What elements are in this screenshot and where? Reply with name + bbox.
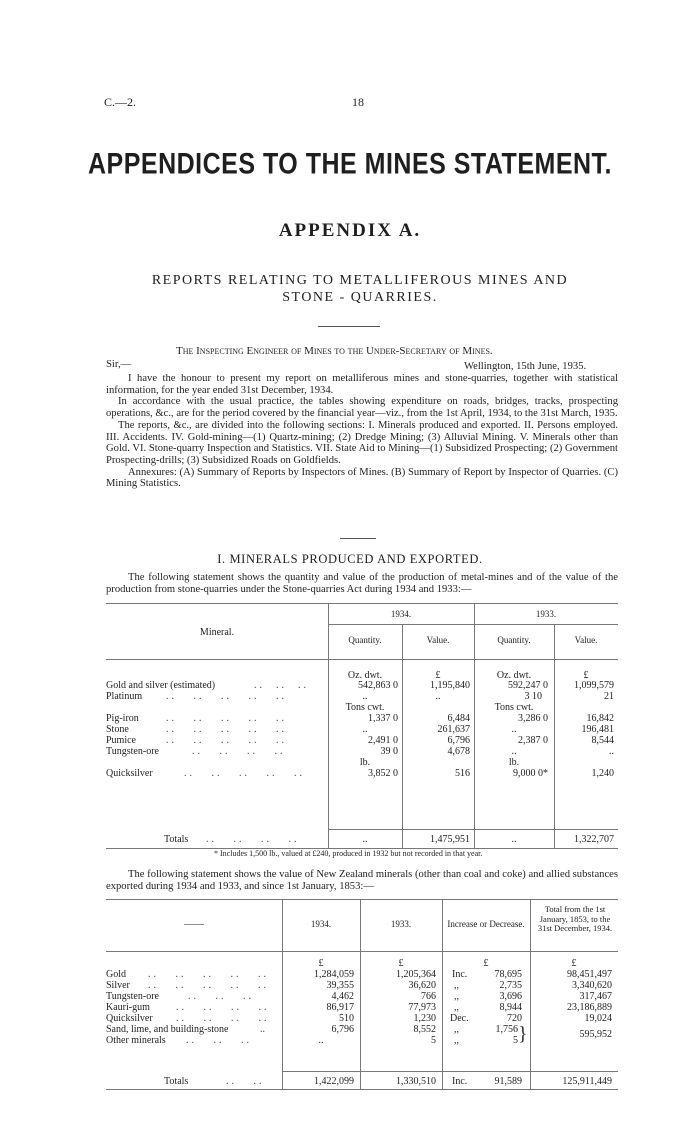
totals-label: Totals [164,1076,189,1087]
table-row-label: Gold and silver (estimated) [106,680,216,691]
table-cell: 1,240 [591,768,614,779]
table-cell: 4,678 [447,746,470,757]
table-row-label: Quicksilver [106,1013,153,1024]
export-intro-text: The following statement shows the value of New Zealand minerals (other than coal and coke) and allied substances exported during 1934 and 1933, and since 1st January, 1853:— [106,869,618,892]
table-cell: 720 [507,1013,522,1024]
table-row-label: Other minerals [106,1035,166,1046]
paragraph-2 [106,396,618,419]
table-cell: 3,696 [499,991,522,1002]
section-intro-text: The following statement shows the quantity and value of the production of metal-mines and of the value of the production from stone-quarries under the Stone-quarries Act during 1934 and 1933:— [106,572,618,595]
paragraph-1 [106,373,618,396]
table-row-label: Pumice [106,735,136,746]
currency-label: £ [318,958,324,969]
unit-label: Oz. dwt. [347,670,383,681]
table-cell: 592,247 0 [508,680,548,691]
table-cell: 3,286 0 [518,713,548,724]
table-cell: 36,620 [408,980,436,991]
unit-label: Tons cwt. [345,702,385,713]
table-row-label: Pig-iron [106,713,139,724]
table-row-label: Silver [106,980,130,991]
table-cell: 1,195,840 [430,680,470,691]
letter-salutation: Sir,— [106,359,132,370]
table-cell: 86,917 [326,1002,354,1013]
section-heading: I. MINERALS PRODUCED AND EXPORTED. [217,552,483,566]
col-total-header: Total from the 1st January, 1853, to the 31st December, 1934. [537,904,613,933]
table-cell: 2,387 0 [518,735,548,746]
table-cell: 1,205,364 [396,969,436,980]
divider [340,538,376,539]
letter-date: Wellington, 15th June, 1935. [464,361,587,372]
table-cell: 196,481 [581,724,614,735]
col-quantity-1933: Quantity. [497,635,531,645]
table-cell: 5 [431,1035,436,1046]
table-cell: 91,589 [494,1076,522,1087]
table-cell: 1,330,510 [396,1076,436,1087]
paragraph-3 [106,420,618,467]
col-incdec-header: Increase or Decrease. [447,919,525,929]
table-cell: 1,230 [413,1013,436,1024]
letter-from-line: The Inspecting Engineer of Mines to the Under-Secretary of Mines. [176,345,493,357]
col-mineral-header: Mineral. [199,627,235,638]
table-cell: 3 10 [524,691,542,702]
col-1933-header: 1933. [390,919,412,929]
table-cell: 125,911,449 [562,1076,612,1087]
table-cell: 1,099,579 [574,680,614,691]
currency-label: £ [398,958,404,969]
leader-dots: .. .. .. .. .. [166,713,287,724]
table-cell: .. [362,691,368,702]
table-cell: 2,491 0 [368,735,398,746]
table-cell: 1,475,951 [430,834,470,845]
table-cell: 98,451,497 [567,969,612,980]
totals-label: Totals [164,834,189,845]
table-cell: 542,863 0 [358,680,398,691]
leader-dots: .. .. .. .. .. [148,980,269,991]
leader-dots: .. .. .. .. .. [166,691,287,702]
table-cell: 317,467 [579,991,612,1002]
main-title: APPENDICES TO THE MINES STATEMENT. [88,147,612,181]
table-row-label: Sand, lime, and building-stone [106,1024,229,1035]
table-cell: .. [609,746,614,757]
table-cell: 766 [421,991,436,1002]
unit-label: £ [435,670,441,681]
table-footnote: * Includes 1,500 lb., valued at £240, produced in 1932 but not recorded in that year. [214,849,483,858]
table-cell: 261,637 [437,724,470,735]
table-cell: 39,355 [326,980,354,991]
col-blank-header: —— [184,919,204,930]
table-cell: .. [435,691,441,702]
leader-dots: .. [260,1024,265,1035]
table-cell: ,, [454,1035,459,1046]
leader-dots: .. .. .. .. [206,834,300,845]
col-value-1933: Value. [574,635,598,645]
unit-label: Oz. dwt. [496,670,532,681]
leader-dots: .. .. .. [254,680,309,691]
paragraph-4-text: Annexures: (A) Summary of Reports by Inspectors of Mines. (B) Summary of Report by Inspector of Quarries. (C) Mining Statistics. [106,466,618,490]
page-number: 18 [352,95,364,109]
reports-title-line1: REPORTS RELATING TO METALLIFEROUS MINES AND [151,273,569,288]
brace-icon: } [518,1023,528,1045]
leader-dots: .. .. .. .. .. [184,768,305,779]
table-row-label: Stone [106,724,129,735]
table-cell: Inc. [452,969,468,980]
export-intro [106,869,618,892]
leader-dots: .. .. .. .. [176,1002,270,1013]
table-cell: 516 [455,768,470,779]
table-cell: 8,944 [499,1002,522,1013]
col-quantity-1934: Quantity. [348,635,382,645]
leader-dots: .. .. .. .. .. [166,724,287,735]
table-cell: 2,735 [499,980,522,991]
reports-title [120,272,600,306]
table-cell: 19,024 [584,1013,612,1024]
leader-dots: .. .. .. [186,1035,252,1046]
table-cell: 4,462 [331,991,354,1002]
export-table [106,899,618,1099]
col-value-1934: Value. [426,635,450,645]
table-cell: 3,852 0 [368,768,398,779]
table-cell: ,, [454,1002,459,1013]
table-cell: ,, [454,1024,459,1035]
table-cell: 6,796 [331,1024,354,1035]
currency-label: £ [571,958,577,969]
table-cell: ,, [454,991,459,1002]
table-cell: ,, [454,980,459,991]
leader-dots: .. .. .. .. .. [166,735,287,746]
leader-dots: .. .. [226,1076,265,1087]
table-cell: 8,552 [413,1024,436,1035]
paragraph-2-text: In accordance with the usual practice, the tables showing expenditure on roads, bridges, tracks, prospecting operations, &c., are for the period covered by the financial year—viz., from the 1st April, 1934, to the 31st March, 1935. [106,396,618,420]
divider [318,326,380,327]
page-reference: C.—2. [104,95,137,109]
table-cell: 510 [339,1013,354,1024]
table-cell: 6,796 [447,735,470,746]
leader-dots: .. .. .. .. .. [148,969,269,980]
leader-dots: .. .. .. .. [176,1013,270,1024]
appendix-title: APPENDIX A. [278,220,422,241]
table-cell: 78,695 [494,969,522,980]
table-cell: 5 [513,1035,518,1046]
unit-label: £ [583,670,589,681]
col-1934-header: 1934. [390,609,412,619]
table-cell: 39 0 [380,746,398,757]
table-cell: .. [362,834,368,845]
paragraph-4 [106,467,618,490]
table-cell: 3,340,620 [572,980,612,991]
table-cell: 595,952 [579,1029,612,1040]
currency-label: £ [483,958,489,969]
table-row-label: Quicksilver [106,768,153,779]
paragraph-3-text: The reports, &c., are divided into the following sections: I. Minerals produced and exported. II. Persons employed. III. Accidents. IV. Gold-mining—(1) Quartz-mining; (2) Dredge Mining; (3) Alluvial Mining. V. Minerals other than Gold. VI. Stone-quarry Inspection and Statistics. VII. State Aid to Mining—(1) Subsidized Prospecting; (2) Government Prospecting-drills; (3) Subsidized Roads on Goldfields. [106,419,618,466]
table-cell: .. [318,1035,324,1046]
table-cell: 1,337 0 [368,713,398,724]
table-row-label: Kauri-gum [106,1002,150,1013]
table-cell: 8,544 [591,735,614,746]
col-1933-header: 1933. [535,609,557,619]
table-cell: Inc. [452,1076,468,1087]
table-row-label: Tungsten-ore [106,746,159,757]
table-row-label: Gold [106,969,126,980]
table-row-label: Platinum [106,691,143,702]
col-1934-header: 1934. [310,919,332,929]
reports-title-line2: STONE - QUARRIES. [282,290,438,305]
section-intro [106,572,618,595]
table-cell: 16,842 [586,713,614,724]
production-table [106,603,618,863]
table-cell: 1,284,059 [314,969,354,980]
table-cell: 77,973 [408,1002,436,1013]
table-cell: 9,000 0* [513,768,548,779]
table-cell: .. [511,724,517,735]
table-cell: .. [511,746,517,757]
paragraph-1-text: I have the honour to present my report on metalliferous mines and stone-quarries, together with statistical information, for the year ended 31st December, 1934. [106,373,618,396]
unit-label: lb. [359,757,371,768]
unit-label: lb. [508,757,520,768]
leader-dots: .. .. .. .. [192,746,286,757]
table-cell: 1,756 [495,1024,518,1035]
table-cell: 6,484 [447,713,470,724]
table-cell: Dec. [450,1013,469,1024]
table-cell: .. [511,834,517,845]
table-cell: 1,422,099 [314,1076,354,1087]
letter-body [106,373,618,490]
table-cell: 1,322,707 [574,834,614,845]
table-cell: 23,186,889 [567,1002,612,1013]
table-cell: 21 [604,691,614,702]
table-cell: .. [362,724,368,735]
table-row-label: Tungsten-ore [106,991,159,1002]
unit-label: Tons cwt. [494,702,534,713]
leader-dots: .. .. .. [188,991,254,1002]
